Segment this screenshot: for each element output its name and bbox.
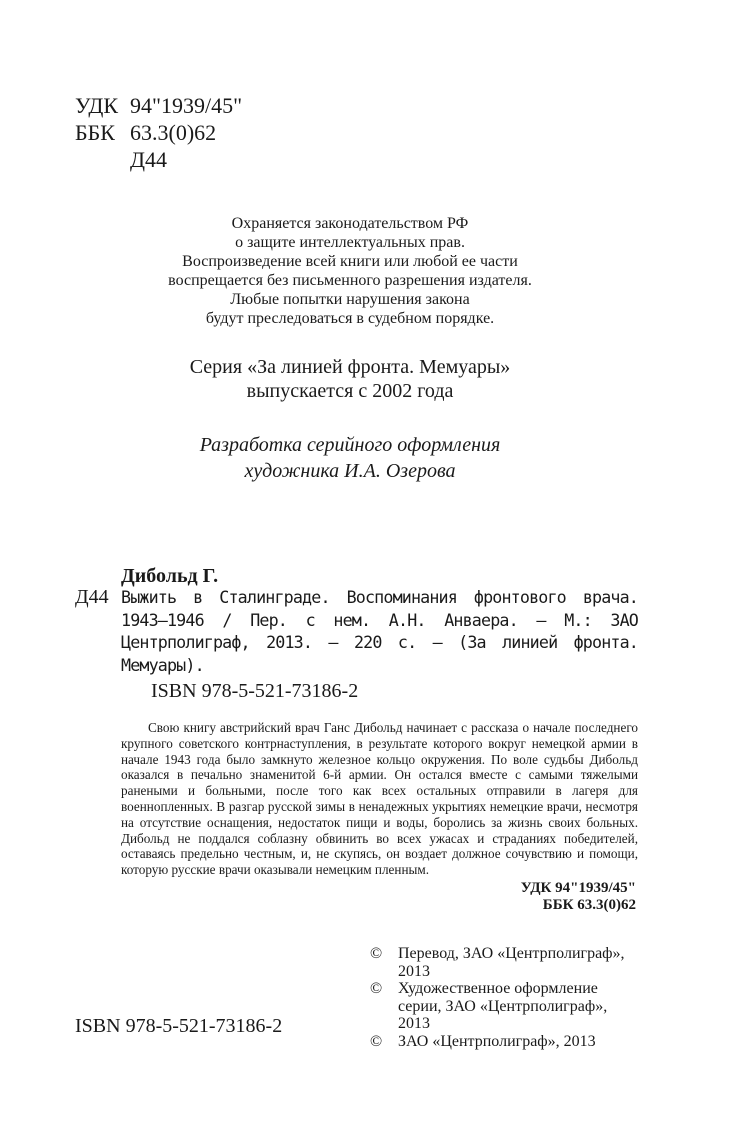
- classification-codes-right: [521, 880, 636, 914]
- notice-line: Любые попытки нарушения закона: [230, 291, 470, 308]
- classification-codes: [75, 92, 242, 173]
- bbk-row: [75, 119, 242, 146]
- rights-entry: [370, 945, 630, 980]
- design-credit: [60, 432, 640, 484]
- series-info: [60, 355, 640, 403]
- design-line: Разработка серийного оформления: [199, 434, 501, 456]
- notice-line: воспрещается без письменного разрешения издателя.: [168, 272, 532, 289]
- bbk-code: ББК 63.3(0)62: [542, 897, 636, 913]
- designer-name: художника И.А. Озерова: [244, 460, 456, 482]
- rights-entry: [370, 1033, 630, 1051]
- catalog-author: Дибольд Г.: [121, 565, 219, 587]
- isbn-bottom: ISBN 978-5-521-73186-2: [75, 1015, 283, 1037]
- udk-code: УДК 94"1939/45": [520, 880, 636, 896]
- bbk-value: 63.3(0)62: [130, 120, 217, 145]
- catalog-code: Д44: [75, 586, 109, 608]
- catalog-description: Выжить в Сталинграде. Воспоминания фронтового врача. 1943—1946 / Пер. с нем. А.Н. Анваера. — М.: ЗАО Центрполиграф, 2013. — 220 с. — (За линией фронта. Мемуары).: [121, 587, 638, 675]
- copyright-notice: [100, 214, 600, 328]
- notice-line: будут преследоваться в судебном порядке.: [205, 310, 495, 327]
- copyright-symbol: ©: [370, 1032, 383, 1050]
- udk-row: [75, 92, 242, 119]
- rights-text: Перевод, ЗАО «Центрполиграф», 2013: [398, 945, 625, 980]
- annotation: Свою книгу австрийский врач Ганс Дибольд начинает с рассказа о начале последнего крупного советского контрнаступления, в результате которого вокруг немецкой армии в начале 1943 года было замкнуто железное кольцо окружения. По воле судьбы Дибольд оказался в печально знаменитой 6-й армии. Он остался вместе с самыми тяжелыми ранеными и больными, после того как всех остальных отправили в лагеря для военнопленных. В разгар русской зимы в ненадежных укрытиях немецкие врачи, несмотря на отсутствие оснащения, недостаток пищи и воды, боролись за жизнь своих больных. Дибольд не поддался соблазну обвинить во всех ужасах и страданиях победителей, оставаясь предельно честным, и, не скупясь, он воздает должное сочувствию и помощи, которую русские врачи оказывали немецким пленным.: [121, 720, 638, 878]
- bbk-label: ББК: [75, 120, 115, 145]
- copyright-symbol: ©: [370, 945, 383, 962]
- notice-line: Воспроизведение всей книги или любой ее части: [182, 253, 518, 270]
- notice-line: Охраняется законодательством РФ: [231, 215, 469, 232]
- rights-entry: [370, 980, 630, 1033]
- author-mark: Д44: [130, 147, 168, 172]
- series-since: выпускается с 2002 года: [246, 380, 454, 402]
- series-title: Серия «За линией фронта. Мемуары»: [189, 356, 511, 378]
- udk-label: УДК: [75, 93, 119, 118]
- udk-value: 94"1939/45": [130, 93, 243, 118]
- copyright-symbol: ©: [370, 980, 383, 997]
- notice-line: о защите интеллектуальных прав.: [235, 234, 465, 251]
- catalog-isbn: ISBN 978-5-521-73186-2: [151, 680, 359, 702]
- author-mark-row: [75, 146, 242, 173]
- rights-text: Художественное оформление серии, ЗАО «Центрполиграф», 2013: [398, 980, 608, 1032]
- rights-text: ЗАО «Центрполиграф», 2013: [398, 1032, 596, 1050]
- copyright-rights: [370, 945, 630, 1050]
